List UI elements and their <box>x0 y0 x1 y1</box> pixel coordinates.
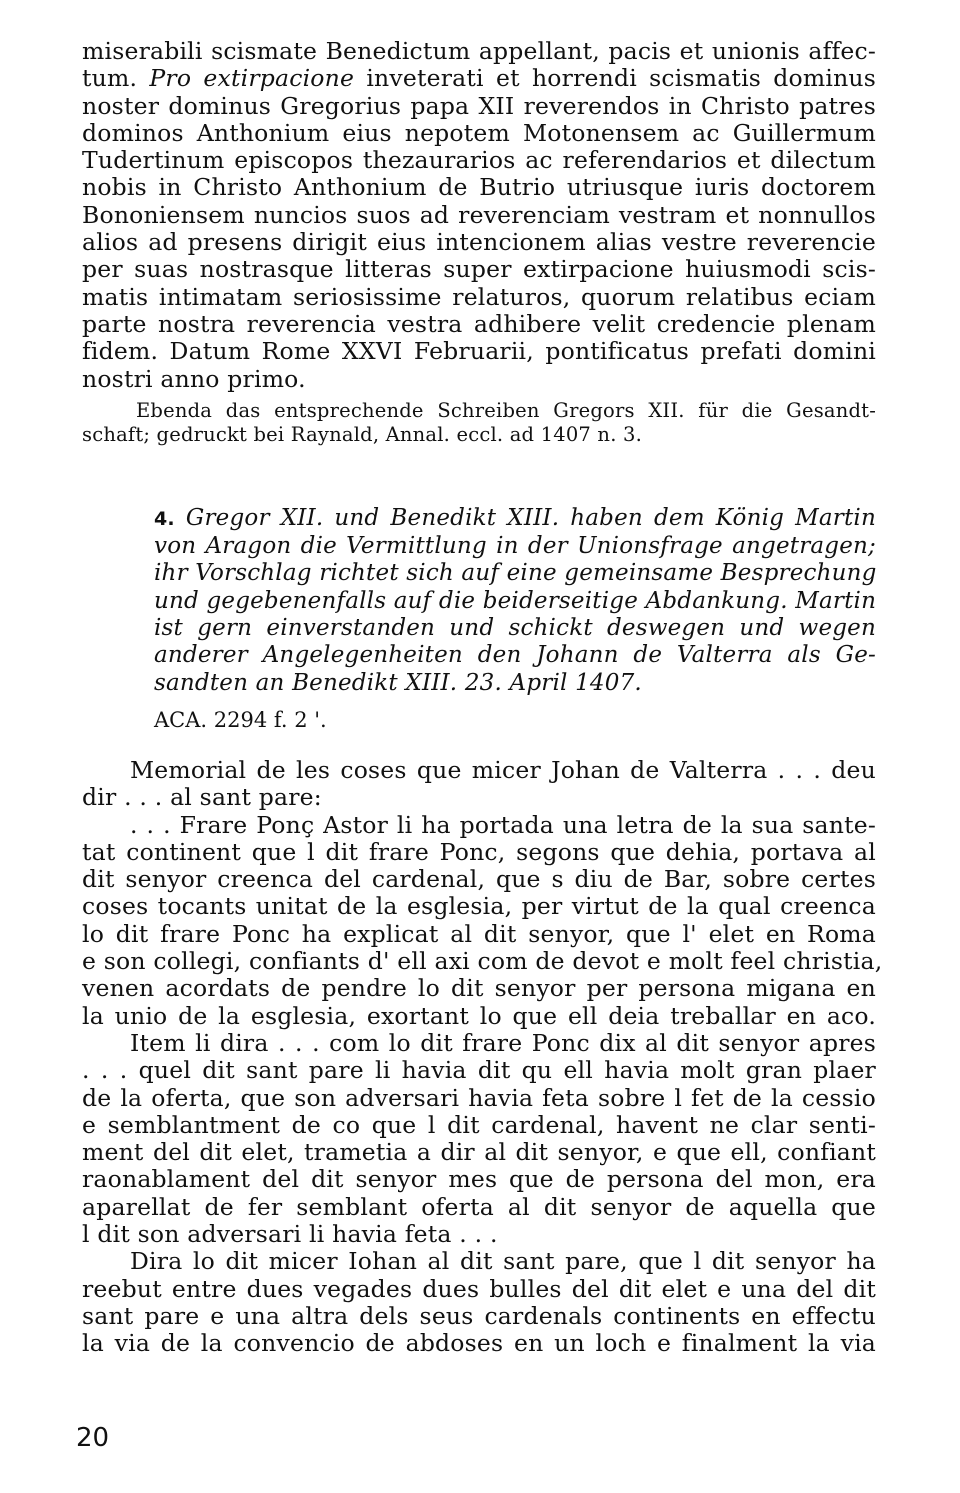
heading-text: Gregor XII. und Benedikt XIII. haben dem König Martin <box>185 504 877 531</box>
text-line: raonablament del dit senyor mes que de persona del mon, era <box>82 1165 876 1194</box>
text-line: la unio de la esglesia, exortant lo que ell deia treballar en aco. <box>82 1001 876 1030</box>
editorial-note <box>82 399 876 447</box>
text-line: de la oferta, que son adversari havia feta sobre l fet de la cessio <box>82 1083 876 1112</box>
text-line: aparellat de fer semblant oferta al dit senyor de aquella que <box>82 1192 876 1221</box>
heading-line: ist gern einverstanden und schickt deswegen und wegen <box>154 615 876 642</box>
text-line: dir . . . al sant pare: <box>82 783 322 812</box>
heading-line: sandten an Benedikt XIII. 23. April 1407. <box>154 669 642 696</box>
text-line: l dit son adversari li havia feta . . . <box>82 1219 498 1248</box>
heading-line: von Aragon die Vermittlung in der Unionsfrage angetragen; <box>154 533 876 560</box>
text-line: . . . Frare Ponç Astor li ha portada una letra de la sua sante- <box>130 810 876 839</box>
text-line: per suas nostrasque litteras super extirpacione huiusmodi scis- <box>82 255 876 284</box>
text-line: tat continent que l dit frare Ponc, segons que dehia, portava al <box>82 837 876 866</box>
text-line: Item li dira . . . com lo dit frare Ponc dix al dit senyor apres <box>130 1028 876 1057</box>
text-fragment: inveterati et horrendi scismatis dominus <box>366 64 877 93</box>
text-line: reebut entre dues vegades dues bulles del dit elet e una del dit <box>82 1274 876 1303</box>
text-line: matis intimatam seriosissime relaturos, quorum relatibus eciam <box>82 282 876 311</box>
text-line: sant pare e una altra dels seus cardenals continents en effectu <box>82 1301 876 1330</box>
heading-line: anderer Angelegenheiten den Johann de Valterra als Ge- <box>154 642 876 669</box>
heading-line: ihr Vorschlag richtet sich auf eine gemeinsame Besprechung <box>154 560 877 587</box>
text-line: ment del dit elet, trametia a dir al dit senyor, e que ell, confiant <box>82 1138 876 1167</box>
text-line: nobis in Christo Anthonium de Butrio utriusque iuris doctorem <box>82 173 876 202</box>
text-fragment: tum. <box>82 64 150 93</box>
text-line: miserabili scismate Benedictum appellant, pacis et unionis affec- <box>82 37 876 65</box>
text-line: nostri anno primo. <box>82 364 306 393</box>
text-line: e son collegi, confiants d' ell axi com de devot e molt feel christia, <box>82 947 883 976</box>
section-heading <box>82 505 876 697</box>
text-line: coses tocants unitat de la esglesia, per virtut de la qual creenca <box>82 892 876 921</box>
text-line: noster dominus Gregorius papa XII reverendos in Christo patres <box>82 91 876 120</box>
text-line: Tudertinum episcopos thezaurarios ac referendarios et dilectum <box>82 146 876 175</box>
heading-line <box>154 505 876 533</box>
text-line: Memorial de les coses que micer Johan de Valterra . . . deu <box>130 755 876 784</box>
archive-source: ACA. 2294 f. 2 '. <box>154 707 327 732</box>
text-line: e semblantment de co que l dit cardenal, havent ne clar senti- <box>82 1110 876 1139</box>
text-line: dominos Anthonium eius nepotem Motonensem ac Guillermum <box>82 118 876 147</box>
heading-line: und gegebenenfalls auf die beiderseitige Abdankung. Martin <box>154 587 877 614</box>
paragraph-memorial-text <box>82 755 883 1358</box>
text-line: . . . quel dit sant pare li havia dit qu ell havia molt gran plaer <box>82 1056 876 1085</box>
text-line: fidem. Datum Rome XXVI Februarii, pontificatus prefati domini <box>82 337 876 366</box>
text-line: venen acordats de pendre lo dit senyor per persona migana en <box>82 974 876 1003</box>
page-number: 20 <box>76 1423 110 1453</box>
section-number: 4. <box>154 507 175 530</box>
text-line: lo dit frare Ponc ha explicat al dit senyor, que l' elet en Roma <box>82 919 876 948</box>
text-line: Dira lo dit micer Iohan al dit sant pare, que l dit senyor ha <box>130 1247 876 1276</box>
text-line: alios ad presens dirigit eius intencionem alias vestre reverencie <box>82 228 876 257</box>
text-line: Bononiensem nuncios suos ad reverenciam vestram et nonnullos <box>82 200 876 229</box>
text-line: parte nostra reverencia vestra adhibere velit credencie plenam <box>82 309 876 338</box>
note-line: Ebenda das entsprechende Schreiben Gregors XII. für die Gesandt- <box>136 398 876 422</box>
text-line: la via de la convencio de abdoses en un loch e finalment la via <box>82 1329 876 1358</box>
paragraph-letter-text <box>82 38 876 393</box>
italic-phrase: Pro extirpacione <box>149 64 355 93</box>
note-line: schaft; gedruckt bei Raynald, Annal. eccl. ad 1407 n. 3. <box>82 422 642 446</box>
text-line: dit senyor creenca del cardenal, que s diu de Bar, sobre certes <box>82 865 876 894</box>
page-text <box>82 37 883 1358</box>
text-line <box>82 65 876 92</box>
